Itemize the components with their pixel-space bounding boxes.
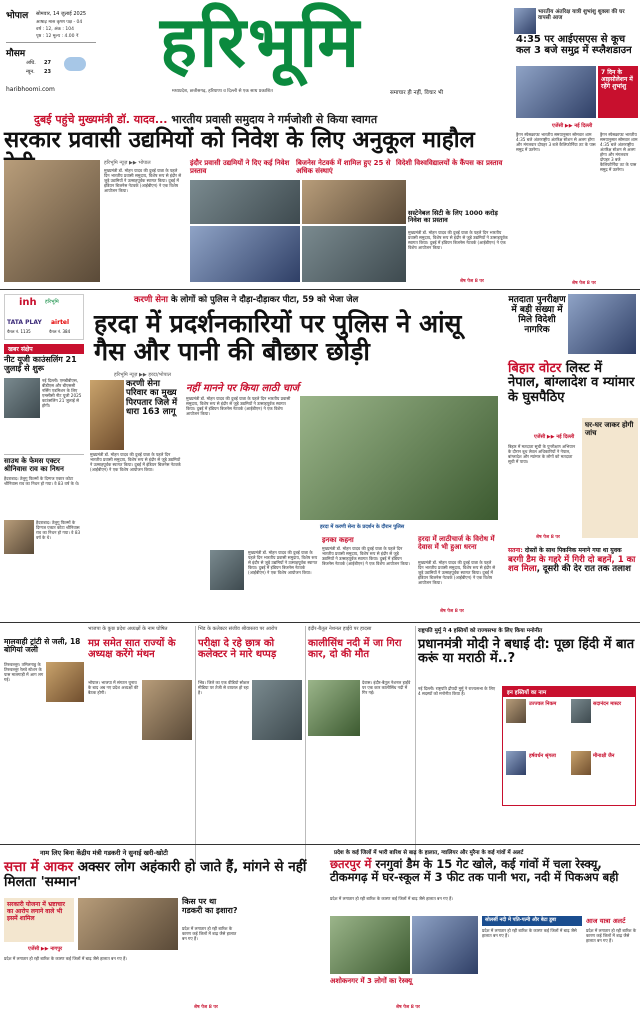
masthead-edition-1: आषाढ़ मास कृष्ण पक्ष - 04 <box>36 20 83 25</box>
row3-item-4-tag: राष्ट्रपति मुर्मु ने 4 हस्तियों को राज्यसभा के लिए किया मनोनीत <box>418 628 543 634</box>
rain-photo-1 <box>330 916 410 974</box>
row3-item-2-tag: भिंड के कलेक्टर संजीव श्रीवास्तव पर आरोप <box>198 626 278 632</box>
masthead-tagline: मध्यप्रदेश, छत्तीसगढ़, हरियाणा व दिल्ली से एक साथ प्रकाशित <box>172 89 273 94</box>
harda-body-1: मुख्यमंत्री डॉ. मोहन यादव की दुबई यात्रा के पहले दिन भारतीय प्रवासी समुदाय, विशेष रूप से इंदौर से जुड़े उद्यमियों ने उत्साहपूर्वक स्वागत किया। दुबई में इंडियन बिजनेस नेटवर्क (आईबीएन) ने एक विशेष आयोजन किया। <box>90 452 181 472</box>
left-item-2-body-2: हैदराबाद। तेलुगु फिल्मों के दिग्गज एक्टर कोटा श्रीनिवास राव का निधन हो गया। वे 83 वर्ष के थे। <box>36 520 81 540</box>
top-right-column <box>512 0 640 290</box>
masthead-website[interactable]: haribhoomi.com <box>6 86 55 93</box>
row3-item-1-photo <box>142 680 192 740</box>
harda-photo-left <box>90 380 124 450</box>
lead-photo-1 <box>190 180 300 224</box>
left-item-2-body: हैदराबाद। तेलुगु फिल्मों के दिग्गज एक्टर कोटा श्रीनिवास राव का निधन हो गया। वे 83 वर्ष के थे। <box>4 476 80 486</box>
lead-sub-3: विदेशी विश्वविद्यालयों के कैंपस का प्रस्ताव <box>396 159 503 167</box>
row3-item-4 <box>418 626 640 862</box>
iss-photo <box>516 66 596 118</box>
row3-item-2 <box>198 626 302 862</box>
tataplay-logo: TATA PLAY <box>7 319 42 326</box>
election-photo <box>568 294 636 354</box>
lead-sub-4: सस्टेनेबल सिटी के लिए 1000 करोड़ निवेश का प्रस्ताव <box>408 209 498 225</box>
bihar-side-box <box>582 418 638 538</box>
row3-item-2-head: परीक्षा दे रहे छात्र को कलेक्टर ने मारे थप्पड़ <box>198 638 277 660</box>
harda-photo-caption: हरदा में करणी सेना के प्रदर्शन के दौरान पुलिस <box>320 524 405 530</box>
lead-photo-4 <box>302 226 406 282</box>
harda-story <box>90 292 502 620</box>
satna-headline-rest: , दूसरी की देर रात तक तलाश <box>536 564 631 575</box>
masthead-edition-3: पृष्ठ : 12 मूल्य : 4.00 ₹ <box>36 34 79 39</box>
row3-item-3-body: देवास। इंदौर-बैतूल नेशनल हाईवे पर एक कार कालीसिंध नदी में गिर गई। <box>362 680 411 695</box>
top-right-page-ref[interactable]: शेष पेज 8 पर <box>572 281 596 286</box>
harda-photo-main <box>300 396 498 520</box>
rescue-caption: सोलर्सी नदी में पति-पत्नी और बेटा डूबा <box>482 916 582 926</box>
satna-kicker <box>508 546 622 554</box>
obit-name-3: हर्षवर्धन श्रृंगला <box>529 753 556 759</box>
gadkari-headline-rest: अक्सर लोग अहंकारी हो जाते हैं, मांगने से नहीं मिलता 'सम्मान' <box>4 859 307 890</box>
row3-item-1-body: भोपाल। भाजपा में संगठन चुनाव के बाद अब नए प्रदेश अध्यक्षों की बैठक होगी। <box>88 680 139 695</box>
weather-min-label: न्यून. <box>26 69 35 75</box>
row3-item-3-photo <box>308 680 360 736</box>
harda-headline: हरदा में प्रदर्शनकारियों पर पुलिस ने आंसू गैस और पानी की बौछार छोड़ी <box>94 309 462 366</box>
rain-photo-2 <box>412 916 478 974</box>
lead-body-2: मुख्यमंत्री डॉ. मोहन यादव की दुबई यात्रा के पहले दिन भारतीय प्रवासी समुदाय, विशेष रूप से इंदौर से जुड़े उद्यमियों ने उत्साहपूर्वक स्वागत किया। दुबई में इंडियन बिजनेस नेटवर्क (आईबीएन) ने एक विशेष आयोजन किया। <box>408 230 508 250</box>
row3-item-3-head: कालीसिंध नदी में जा गिरा कार, दो की मौत <box>308 638 402 660</box>
ad-box <box>4 294 84 340</box>
row3-item-2-photo <box>252 680 302 740</box>
harda-side-headline: करणी सेना परिवार का मुख्य पिरपतार जिले में धारा 163 लागू <box>126 379 178 418</box>
obits-title: इन हस्तियों का नाम <box>503 687 635 697</box>
gadkari-body-2: प्रदेश में लगातार हो रही बारिश के कारण कई जिलों में बाढ़ जैसे हालात बन गए हैं। <box>182 926 237 941</box>
rain-headline-red: छतरपुर में <box>330 857 372 871</box>
gadkari-body: प्रदेश में लगातार हो रही बारिश के कारण कई जिलों में बाढ़ जैसे हालात बन गए हैं। <box>4 956 127 961</box>
channel-1: चैनल नं. 1135 <box>7 329 31 334</box>
rain-page-ref[interactable]: शेष पेज 8 पर <box>396 1005 420 1010</box>
gadkari-side-text: सरकारी योजना में भ्रष्टाचार का आरोप लगाने वाले भी इसमें शामिल <box>7 901 65 922</box>
left-item-1-body: नई दिल्ली। एमबीबीएस, बीडीएस और बीएससी नर्सिंग एडमिशन के लिए एमसीसी नीट यूजी 2025 काउंसलिंग 21 जुलाई से होगी। <box>42 378 82 408</box>
satna-headline <box>508 556 638 575</box>
harda-kicker <box>134 294 358 305</box>
row3-item-2-body: भिंड। जिले का एक वीडियो सोशल मीडिया पर तेजी से वायरल हो रहा है। <box>198 680 250 695</box>
top-right-body: ड्रैगन स्पेसक्राफ्ट भारतीय समयानुसार सोमवार शाम 4:35 बजे अंतरराष्ट्रीय अंतरिक्ष स्टेशन से अलग होगा और मंगलवार दोपहर 3 बजे कैलिफोर्निया तट के पास समुद्र में उतरेगा। <box>516 132 596 152</box>
gadkari-sub: किस पर था गडकरी का इशारा? <box>182 897 238 915</box>
row3-item-4-body: नई दिल्ली। राष्ट्रपति द्रौपदी मुर्मु ने राज्यसभा के लिए 4 सदस्यों को मनोनीत किया है। <box>418 686 496 696</box>
rain-story <box>246 848 640 1013</box>
row3-item-1-tag: भाजपा के कुछ प्रदेश अध्यक्षों के नाम घोषित <box>88 626 168 632</box>
harda-body-4: मुख्यमंत्री डॉ. मोहन यादव की दुबई यात्रा के पहले दिन भारतीय प्रवासी समुदाय, विशेष रूप से इंदौर से जुड़े उद्यमियों ने उत्साहपूर्वक स्वागत किया। दुबई में इंडियन बिजनेस नेटवर्क (आईबीएन) ने एक विशेष आयोजन किया। <box>322 546 410 566</box>
inh-sub: हरिभूमि <box>45 299 59 305</box>
gadkari-page-ref[interactable]: शेष पेज 8 पर <box>194 1005 218 1010</box>
masthead-logo: हरिभूमि <box>160 0 362 83</box>
lead-kicker-rest: भारतीय प्रवासी समुदाय ने गर्मजोशी से किया स्वागत <box>167 113 378 126</box>
rain-body: प्रदेश में लगातार हो रही बारिश के कारण कई जिलों में बाढ़ जैसे हालात बन गए हैं। <box>330 896 453 901</box>
gadkari-tag: नाम लिए बिना केंद्रीय मंत्री गडकरी ने सुनाई खरी-खोटी <box>40 849 168 857</box>
weather-max-label: अधि. <box>26 60 36 66</box>
obits-box <box>502 686 636 806</box>
rain-tag: प्रदेश के कई जिलों में भारी बारिश से बाढ़ के हालात, ग्वालियर और मुरैना के कई गांवों में अलर्ट <box>334 850 524 856</box>
rain-headline-rest: रनगुवां डैम के 15 गेट खोले, कई गांवों में चला रेस्क्यू, टीकमगढ़ में घर-स्कूल में 3 फीट तक पानी भरा, नदी में पिकअप बही <box>330 857 619 884</box>
left-item-3-body: तिरुवल्लूर। तमिलनाडु के तिरुवल्लूर रेलवे स्टेशन के पास मालगाड़ी में आग लग गई। <box>4 662 44 682</box>
lead-body: मुख्यमंत्री डॉ. मोहन यादव की दुबई यात्रा के पहले दिन भारतीय प्रवासी समुदाय, विशेष रूप से इंदौर से जुड़े उद्यमियों ने उत्साहपूर्वक स्वागत किया। दुबई में इंडियन बिजनेस नेटवर्क (आईबीएन) ने एक विशेष आयोजन किया। <box>104 168 182 193</box>
gadkari-side-box <box>4 898 74 942</box>
bihar-agency: एजेंसी ▶▶ नई दिल्ली <box>534 434 575 440</box>
obit-photo-4 <box>571 751 591 775</box>
lead-byline: हरिभूमि न्यूज़ ▶▶ भोपाल <box>104 160 151 166</box>
left-item-1-head: नीट यूजी काउंसलिंग 21 जुलाई से शुरू <box>4 355 77 373</box>
weather-max: 27 <box>44 60 51 66</box>
row3 <box>88 626 640 862</box>
row3-item-4-head: प्रधानमंत्री मोदी ने बधाई दी: पूछा हिंदी में बात करूं या मराठी में..? <box>418 637 635 667</box>
masthead-edition-2: वर्ष : 12, अंक : 104 <box>36 27 74 32</box>
obit-name-4: मीनाक्षी जैन <box>593 753 615 759</box>
satna-kicker-rest: दोस्तों के साथ पिकनिक मनाने गया था युवक <box>522 547 622 554</box>
row3-item-3 <box>308 626 412 862</box>
lead-page-ref[interactable]: शेष पेज 8 पर <box>460 279 484 284</box>
masthead-date: सोमवार, 14 जुलाई 2025 <box>36 11 87 17</box>
channel-2: चैनल नं. 384 <box>49 329 71 334</box>
obit-photo-2 <box>571 699 591 723</box>
weather-min: 23 <box>44 69 51 75</box>
left-item-1-photo <box>4 378 40 418</box>
cm-photo <box>4 160 100 282</box>
inh-logo: inh <box>19 297 37 308</box>
top-right-body-2: ड्रैगन स्पेसक्राफ्ट भारतीय समयानुसार सोमवार शाम 4:35 बजे अंतरराष्ट्रीय अंतरिक्ष स्टेशन से अलग होगा और मंगलवार दोपहर 3 बजे कैलिफोर्निया तट के पास समुद्र में उतरेगा। <box>600 132 638 172</box>
lead-photo-2 <box>302 180 406 224</box>
lead-kicker <box>34 112 377 127</box>
row3-item-1-head: मप्र समेत सात राज्यों के अध्यक्ष करेंगे मंथन <box>88 638 176 660</box>
harda-photo-inset <box>210 550 244 590</box>
bihar-story <box>506 362 640 620</box>
lead-headline: सरकार प्रवासी उद्यमियों को निवेश के लिए अनुकूल माहौल <box>4 127 475 153</box>
obit-photo-1 <box>506 699 526 723</box>
rain-headline <box>330 858 638 883</box>
bihar-side-text: घर-घर जाकर होगी जांच <box>585 421 634 437</box>
lead-photo-3 <box>190 226 300 282</box>
cloud-icon <box>64 57 86 71</box>
left-item-3-head: मालवाही ट्रांटी से जली, 18 बोगियां जली <box>4 637 81 655</box>
harda-quote-side: हरदा में लाठीचार्ज के विरोध में देवास में भी हुआ धरना <box>418 535 495 551</box>
bihar-page-ref[interactable]: शेष पेज 8 पर <box>536 535 560 540</box>
bihar-headline <box>508 362 638 405</box>
astronaut-photo <box>514 8 536 34</box>
satna-headline-red: बरगी डैम के गहरे में गिरी दो बहनें, 1 का शव मिला <box>508 555 636 575</box>
bihar-headline-rest: लिस्ट में नेपाल, बांग्लादेश व म्यांमार के घुसपैठिए <box>508 361 635 405</box>
harda-sub: नहीं मानने पर किया लाठी चार्ज <box>186 383 300 394</box>
divider <box>0 289 640 290</box>
airtel-logo: airtel <box>51 319 70 326</box>
left-item-2-head: साउथ के फेमस एक्टर श्रीनिवास राव का निधन <box>4 457 64 473</box>
lead-story <box>0 112 512 290</box>
weather-box <box>6 42 96 82</box>
gadkari-photo <box>78 898 178 950</box>
harda-byline: हरिभूमि न्यूज़ ▶▶ हरदा/भोपाल <box>114 372 172 378</box>
masthead-city: भोपाल <box>6 11 29 21</box>
left-item-3-photo <box>46 662 84 702</box>
lead-kicker-red: दुबई पहुंचे मुख्यमंत्री डॉ. यादव... <box>34 113 168 126</box>
election-banner: मतदाता पुनरीक्षण में बड़ी संख्या में मिले विदेशी नागरिक <box>508 295 566 335</box>
obit-name-1: उज्ज्वल निकम <box>529 701 557 707</box>
bihar-headline-red: बिहार वोटर <box>508 361 562 376</box>
yatra-body: प्रदेश में लगातार हो रही बारिश के कारण कई जिलों में बाढ़ जैसे हालात बन गए हैं। <box>586 928 637 943</box>
harda-body-5: मुख्यमंत्री डॉ. मोहन यादव की दुबई यात्रा के पहले दिन भारतीय प्रवासी समुदाय, विशेष रूप से इंदौर से जुड़े उद्यमियों ने उत्साहपूर्वक स्वागत किया। दुबई में इंडियन बिजनेस नेटवर्क (आईबीएन) ने एक विशेष आयोजन किया। <box>418 560 496 585</box>
top-right-headline: 4:35 पर आईएसएस से कूच कल 3 बजे समुद्र में स्प्लैशडाउन <box>516 34 632 56</box>
rain-side: अशोकनगर में 3 लोगों का रेस्क्यू <box>330 977 413 985</box>
left-item-3 <box>4 626 84 766</box>
lead-sub-2: बिजनेस नेटवर्क में शामिल हुए 25 से अधिक संस्थाएं <box>296 159 391 175</box>
weather-label: मौसम <box>6 49 26 59</box>
gadkari-agency: एजेंसी ▶▶ नागपुर <box>28 946 63 952</box>
satna-kicker-red: सतना: <box>508 547 523 554</box>
rescue-body: प्रदेश में लगातार हो रही बारिश के कारण कई जिलों में बाढ़ जैसे हालात बन गए हैं। <box>482 928 577 938</box>
bihar-body: बिहार में मतदाता सूची के पुनरीक्षण अभियान के दौरान बूथ लेवल अधिकारियों ने नेपाल, बांग्लादेश और म्यांमार के लोगों को मतदाता सूची में पाया। <box>508 444 576 464</box>
obit-photo-3 <box>506 751 526 775</box>
row3-item-3-tag: इंदौर-बैतूल नेशनल हाईवे पर हादसा <box>308 626 372 632</box>
left-column <box>4 344 84 624</box>
harda-body-2: मुख्यमंत्री डॉ. मोहन यादव की दुबई यात्रा के पहले दिन भारतीय प्रवासी समुदाय, विशेष रूप से इंदौर से जुड़े उद्यमियों ने उत्साहपूर्वक स्वागत किया। दुबई में इंडियन बिजनेस नेटवर्क (आईबीएन) ने एक विशेष आयोजन किया। <box>186 396 291 416</box>
top-right-headline-small: भारतीय अंतरिक्ष यात्री शुभांशु शुक्ला की घर वापसी आज <box>538 9 625 22</box>
harda-inset-title: इनका कहना <box>322 536 354 544</box>
harda-body-3: मुख्यमंत्री डॉ. मोहन यादव की दुबई यात्रा के पहले दिन भारतीय प्रवासी समुदाय, विशेष रूप से इंदौर से जुड़े उद्यमियों ने उत्साहपूर्वक स्वागत किया। दुबई में इंडियन बिजनेस नेटवर्क (आईबीएन) ने एक विशेष आयोजन किया। <box>248 550 318 575</box>
harda-kicker-red: करणी सेना <box>134 295 168 305</box>
row3-item-1 <box>88 626 192 862</box>
left-label: खबर संक्षेप <box>4 344 84 354</box>
lead-sub-1: इंदौर प्रवासी उद्यमियों ने दिए कई निवेश प्रस्ताव <box>190 159 290 175</box>
gadkari-headline-red: सत्ता में आकर <box>4 859 74 875</box>
top-right-agency: एजेंसी ▶▶ नई दिल्ली <box>552 123 593 129</box>
isolation-badge <box>598 66 638 118</box>
harda-page-ref[interactable]: शेष पेज 8 पर <box>440 609 464 614</box>
yatra-alert: आज यात्रा अलर्ट <box>586 917 626 925</box>
left-item-2-photo <box>4 520 34 554</box>
masthead-motto: समाचार ही नहीं, विचार भी <box>390 90 444 96</box>
obit-name-2: सदानंदन मास्टर <box>593 701 622 707</box>
isolation-badge-text: 7 दिन के आइसोलेशन में रहेंगे शुभांशु <box>601 69 633 90</box>
harda-kicker-rest: के लोगों को पुलिस ने दौड़ा-दौड़ाकर पीटा, 59 को भेजा जेल <box>167 295 359 305</box>
